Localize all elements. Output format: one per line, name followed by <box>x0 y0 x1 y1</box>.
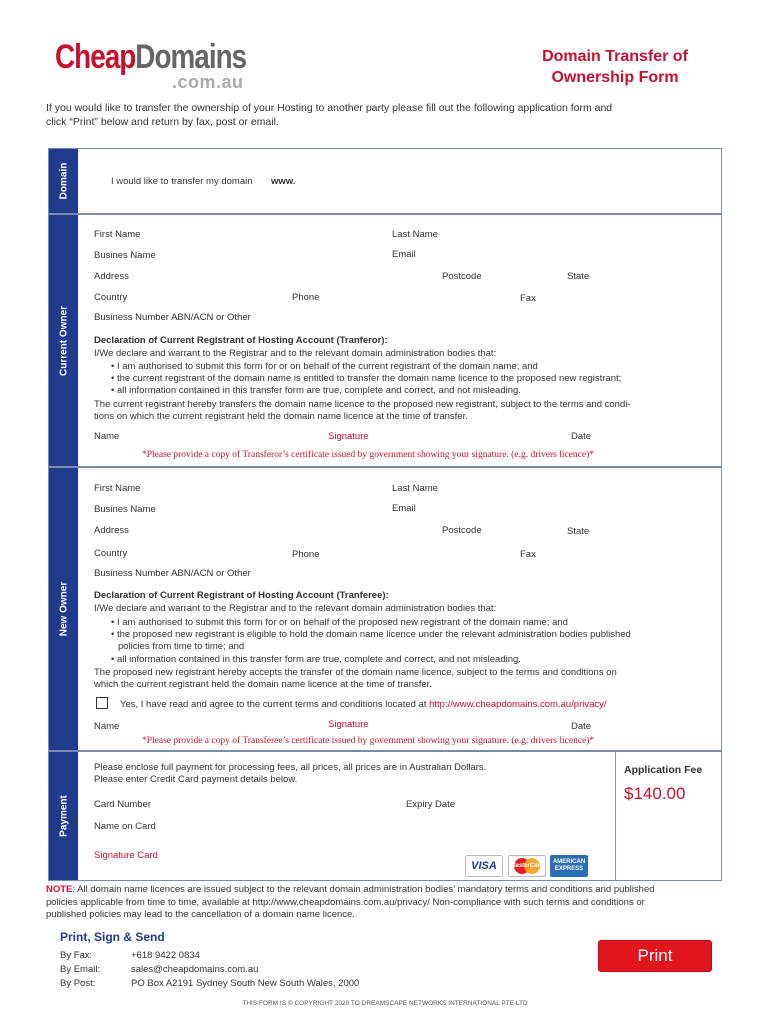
intro-text <box>46 102 706 129</box>
current-owner-tab <box>49 215 78 466</box>
domain-tab-label: Domain <box>58 162 69 200</box>
cur-name-field[interactable]: Name <box>94 431 120 442</box>
application-fee-label: Application Fee <box>624 764 703 776</box>
cur-last-name-field[interactable]: Last Name <box>392 229 438 240</box>
domain-transfer-text: I would like to transfer my domain <box>111 176 253 187</box>
current-owner-section <box>48 214 722 467</box>
card-number-field[interactable]: Card Number <box>94 799 152 810</box>
cur-abn-field[interactable]: Business Number ABN/ACN or Other <box>94 312 251 323</box>
email-label: By Email: <box>60 964 101 975</box>
amex-logo <box>550 855 588 877</box>
agree-terms-label <box>120 699 607 710</box>
cur-postcode-field[interactable]: Postcode <box>442 271 482 282</box>
new-first-name-field[interactable]: First Name <box>94 483 141 494</box>
logo-cheap: Cheap <box>55 38 136 76</box>
cur-email-field[interactable]: Email <box>392 249 416 260</box>
cur-declaration-intro: I/We declare and warrant to the Registrar and to the relevant domain administration bodies that: <box>94 348 497 359</box>
legal-note-line2: policies applicable from time to time, available at http://www.cheapdomains.com.au/privacy/ Non-compliance with such terms and conditions or <box>46 896 645 908</box>
intro-line2: click “Print” below and return by fax, post or email. <box>46 115 279 128</box>
intro-line1: If you would like to transfer the ownership of your Hosting to another party please fill out the following application form and <box>46 102 613 114</box>
payment-line-2: Please enter Credit Card payment details below. <box>94 774 298 785</box>
payment-section <box>48 751 722 881</box>
privacy-link[interactable]: http://www.cheapdomains.com.au/privacy/ <box>429 699 607 710</box>
new-address-field[interactable]: Address <box>94 525 129 536</box>
cur-closing-1: The current registrant hereby transfers the domain name licence to the proposed new registrant, subject to the terms and condi- <box>94 399 631 410</box>
visa-logo <box>465 855 503 877</box>
new-closing-2: which the current registrant held the domain name licence at the time of transfer. <box>94 679 432 690</box>
domain-tab <box>49 149 78 213</box>
new-owner-tab-label: New Owner <box>58 581 69 637</box>
legal-note-text1: : All domain name licences are issued subject to the relevant domain administration bodies’ mandatory terms and conditions and published <box>72 884 655 895</box>
cur-address-field[interactable]: Address <box>94 271 129 282</box>
copyright-footer: THIS FORM IS © COPYRIGHT 2020 TO DREAMSCAPE NETWORKS INTERNATIONAL PTE LTD <box>242 1000 528 1007</box>
visa-logo-text: VISA <box>471 860 497 872</box>
cur-fax-field[interactable]: Fax <box>520 293 536 304</box>
mastercard-logo <box>508 855 546 877</box>
cur-signature-field[interactable]: Signature <box>328 431 369 442</box>
new-bullet-2a: • the proposed new registrant is eligible to hold the domain name licence under the relevant administration bodies published <box>111 629 631 640</box>
new-bullet-1: • I am authorised to submit this form for or on behalf of the proposed new registrant of the domain name; and <box>111 617 568 628</box>
mastercard-logo-text: MasterCard <box>510 863 544 869</box>
cur-bullet-3: • all information contained in this transfer form are true, complete and correct, and not misleading. <box>111 385 521 396</box>
form-title <box>520 46 710 88</box>
legal-note-line1 <box>46 884 726 897</box>
new-last-name-field[interactable]: Last Name <box>392 483 438 494</box>
post-label: By Post: <box>60 978 96 989</box>
new-abn-field[interactable]: Business Number ABN/ACN or Other <box>94 568 251 579</box>
domain-www-field[interactable]: www. <box>271 176 296 187</box>
new-bullet-2b: policies from time to time; and <box>118 641 245 652</box>
print-sign-send-title: Print, Sign & Send <box>60 930 165 944</box>
payment-tab-label: Payment <box>58 795 69 837</box>
new-name-field[interactable]: Name <box>94 721 120 732</box>
logo <box>55 38 246 76</box>
new-phone-field[interactable]: Phone <box>292 549 320 560</box>
agree-terms-checkbox[interactable] <box>96 697 108 709</box>
new-owner-tab <box>49 468 78 750</box>
name-on-card-field[interactable]: Name on Card <box>94 821 156 832</box>
cur-state-field[interactable]: State <box>567 271 590 282</box>
fax-label: By Fax: <box>60 950 93 961</box>
new-date-field[interactable]: Date <box>571 721 592 732</box>
cur-bullet-2: • the current registrant of the domain name is entitled to transfer the domain name licence to the proposed new registrant; <box>111 373 622 384</box>
new-declaration-intro: I/We declare and warrant to the Registrar and to the relevant domain administration bodies that: <box>94 603 497 614</box>
cur-closing-2: tions on which the current registrant held the domain name licence at the time of transfer. <box>94 411 468 422</box>
new-owner-section <box>48 467 722 751</box>
current-owner-tab-label: Current Owner <box>58 305 69 376</box>
cur-bullet-1: • I am authorised to submit this form for or on behalf of the current registrant of the domain name; and <box>111 361 538 372</box>
payment-tab <box>49 752 78 880</box>
new-declaration-title: Declaration of Current Registrant of Hosting Account (Tranferee): <box>94 590 389 601</box>
new-signature-field[interactable]: Signature <box>328 719 369 730</box>
email-value[interactable]: sales@cheapdomains.com.au <box>131 964 259 975</box>
new-fax-field[interactable]: Fax <box>520 549 536 560</box>
new-postcode-field[interactable]: Postcode <box>442 525 482 536</box>
cur-certificate-note: *Please provide a copy of Transferor’s certificate issued by government showing your signature. (e.g. drivers licence)* <box>142 450 595 460</box>
new-certificate-note: *Please provide a copy of Transferee’s certificate issued by government showing your signature. (e.g. drivers licence)* <box>142 736 595 746</box>
domain-section <box>48 148 722 214</box>
print-button[interactable]: Print <box>598 940 712 972</box>
legal-note-line3: published policies may lead to the cancellation of a domain name licence. <box>46 909 355 920</box>
cur-business-name-field[interactable]: Busines Name <box>94 250 156 261</box>
application-fee-amount: $140.00 <box>624 784 686 803</box>
expiry-date-field[interactable]: Expiry Date <box>406 799 456 810</box>
cur-country-field[interactable]: Country <box>94 292 128 303</box>
new-closing-1: The proposed new registrant hereby accepts the transfer of the domain name licence, subject to the terms and conditions on <box>94 667 617 678</box>
payment-divider <box>615 752 616 880</box>
cur-phone-field[interactable]: Phone <box>292 292 320 303</box>
agree-terms-text: Yes, I have read and agree to the current terms and conditions located at <box>120 699 427 710</box>
signature-card-field[interactable]: Signature Card <box>94 850 158 861</box>
cur-declaration-title: Declaration of Current Registrant of Hosting Account (Tranferor): <box>94 335 388 346</box>
cur-date-field[interactable]: Date <box>571 431 592 442</box>
payment-line-1: Please enclose full payment for processing fees, all prices, all prices are in Australian Dollars. <box>94 762 487 773</box>
fax-value: +618 9422 0834 <box>131 950 200 961</box>
amex-logo-text: AMERICAN EXPRESS <box>552 859 586 872</box>
new-bullet-3: • all information contained in this transfer form are true, complete and correct, and not misleading. <box>111 654 521 665</box>
post-value: PO Box A2191 Sydney South New South Wales, 2000 <box>131 978 360 989</box>
legal-note-label: NOTE <box>46 884 73 895</box>
logo-domains: Domains <box>135 38 247 76</box>
logo-suffix: .com.au <box>172 72 244 92</box>
new-country-field[interactable]: Country <box>94 548 128 559</box>
form-title-line1: Domain Transfer of <box>542 48 688 65</box>
new-business-name-field[interactable]: Busines Name <box>94 504 156 515</box>
new-email-field[interactable]: Email <box>392 503 416 514</box>
form-title-line2: Ownership Form <box>551 69 679 86</box>
cur-first-name-field[interactable]: First Name <box>94 229 141 240</box>
new-state-field[interactable]: State <box>567 526 590 537</box>
legal-note <box>46 884 726 922</box>
